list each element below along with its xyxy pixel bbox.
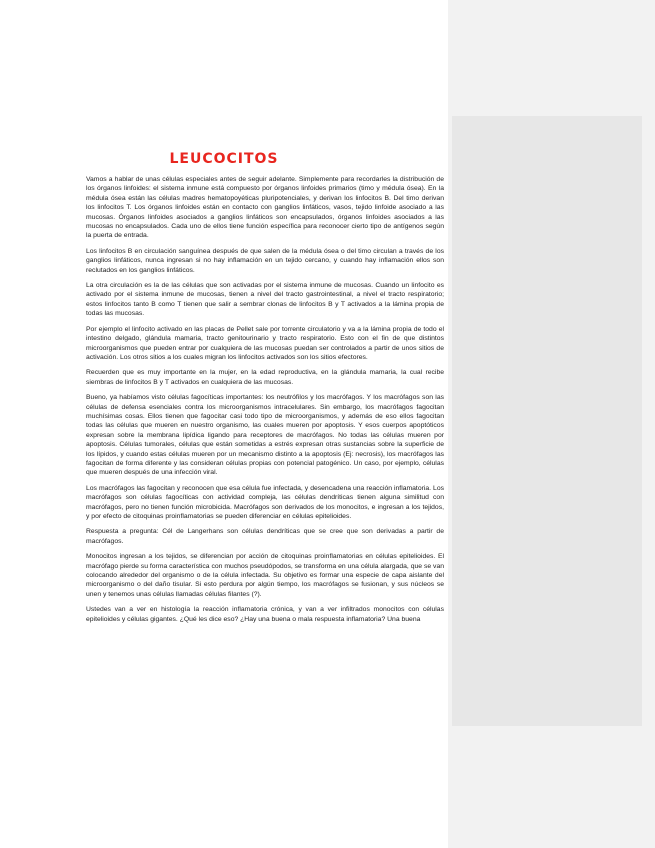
paragraph-7: Los macrófagos las fagocitan y reconocen que esa célula fue infectada, y desencadena una reacción inflamatoria. Los macrófagos son células fagocíticas con actividad compleja, las células dendríticas tienen alguna similitud con macrófagos, pero no tienen función microbicida. Macrófagos son derivados de los monocitos, e ingresan a los tejidos, y por efecto de citoquinas proinflamatorias se pueden diferenciar en células epitelioides. <box>86 484 444 520</box>
paragraph-8: Respuesta a pregunta: Cél de Langerhans son células dendríticas que se cree que son derivadas a partir de macrófagos. <box>86 528 444 545</box>
paragraph-5: Recuerden que es muy importante en la mujer, en la edad reproductiva, en la glándula mamaria, la cual recibe siembras de linfocitos B y T activados en cualquiera de las mucosas. <box>86 369 444 386</box>
paragraph-2: Los linfocitos B en circulación sanguínea después de que salen de la médula ósea o del timo circulan a través de los ganglios linfáticos, nunca ingresan si no hay inflamación en un tejido cercano, y cuando hay inflamación ellos son reclutados en los ganglios linfáticos. <box>86 247 444 274</box>
paragraph-6: Bueno, ya habíamos visto células fagocíticas importantes: los neutrófilos y los macrófagos. Y los macrófagos son las células de defensa esenciales contra los microorganismos intracelulares. Sin embargo, los macrófagos fagocitan muchísimas cosas. Ellos tienen que fagocitar casi todo tipo de microorganismos, y además de eso ellos fagocitan todas las células que mueren en nuestro organismo, las cuales mueren por apoptosis. Y esos cuerpos apoptóticos expresan sobre la membrana lipídica ligando para receptores de macrófagos. No todas las células mueren por apoptosis. Células tumorales, células que están sometidas a estrés expresan otras sustancias sobre la superficie de los lípidos, y cuando estas células mueren por un mecanismo distinto a la apoptosis (Ej: necrosis), los macrófagos las fagocitan de forma diferente y las consideran células propias con potencial patogénico. Un caso, por ejemplo, células que mueren después de una infección viral. <box>86 394 444 477</box>
paragraph-1: Vamos a hablar de unas células especiales antes de seguir adelante. Simplemente para recordarles la distribución de los órganos linfoides: el sistema inmune está compuesto por órganos linfoides primarios (timo y médula ósea). En la médula ósea están las células madres hematopoyéticas pluripotenciales, y derivan los linfocitos B. Del timo derivan los linfocitos T. Los órganos linfoides están en contacto con ganglios linfáticos, vasos, tejido linfoide asociado a las mucosas. Órganos linfoides asociados a ganglios linfáticos son encapsulados, órganos linfoides asociados a las mucosas no encapsulados. Cada uno de ellos tiene función específica para reconocer cierto tipo de antígenos según la puerta de entrada. <box>86 176 444 240</box>
paragraph-3: La otra circulación es la de las células que son activadas por el sistema inmune de mucosas. Cuando un linfocito es activado por el sistema inmune de mucosas, tienen a nivel del tracto gastrointestinal, a nivel el tracto respiratorio; estos linfocitos tanto B como T tienen que salir a sembrar clonas de linfocitos B y T activados a la lámina propia de todas las mucosas. <box>86 282 444 318</box>
paragraph-10: Ustedes van a ver en histología la reacción inflamatoria crónica, y van a ver infiltrados monocitos con células epitelioides y células gigantes. ¿Qué les dice eso? ¿Hay una buena o mala respuesta inflamatoria? Una buena <box>86 606 444 623</box>
document-title: LEUCOCITOS <box>169 151 279 167</box>
comment-box[interactable] <box>452 116 642 726</box>
paragraph-9: Monocitos ingresan a los tejidos, se diferencian por acción de citoquinas proinflamatorias en células epitelioides. El macrófago pierde su forma característica con muchos pseudópodos, se transforma en una célula alargada, que se van colocando alrededor del organismo o de la célula infectada. Su objetivo es formar una especie de capa aislante del microorganismo o del daño tisular. Si esto perdura por algún tiempo, los macrófagos se fusionan, y sus núcleos se unen y tenemos unas células llamadas células filantes (?). <box>86 553 444 598</box>
document-body <box>86 175 444 630</box>
paragraph-4: Por ejemplo el linfocito activado en las placas de Pellet sale por torrente circulatorio y va a la lámina propia de todo el intestino delgado, glándula mamaria, tracto genitourinario y tracto respiratorio. Esto con el fin de que distintos microorganismos que pueden entrar por cualquiera de las mucosas puedan ser controlados a partir de unos sitios de activación. Los otros sitios a los cuales migran los linfocitos activados son los sitios efectores. <box>86 325 444 361</box>
